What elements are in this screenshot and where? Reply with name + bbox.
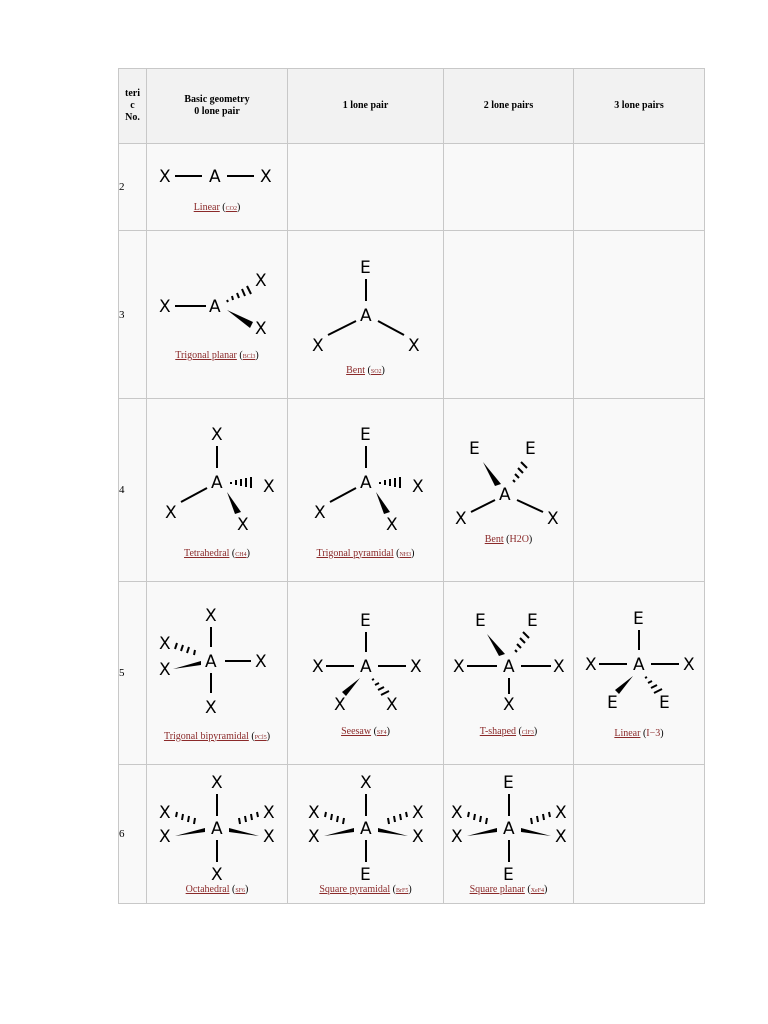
ligand-label: X: [546, 509, 559, 526]
trigonal-pyramidal-structure-diagram: [304, 420, 428, 532]
lone-pair-label: E: [633, 609, 644, 629]
hashed-wedge-bond: [645, 677, 662, 693]
ligand-label: X: [255, 271, 267, 291]
ligand-label: X: [159, 166, 171, 187]
central-atom-label: A: [498, 485, 511, 505]
solid-wedge-bond: [175, 828, 205, 836]
empty-cell: [574, 231, 705, 399]
ligand-label: X: [307, 826, 320, 847]
lone-pair-label: E: [359, 258, 371, 278]
steric-number: 5: [119, 582, 147, 765]
tetrahedral-structure-diagram: [155, 420, 279, 532]
solid-wedge-bond: [378, 828, 408, 836]
geometry-caption: Square pyramidal (BrF5): [319, 883, 412, 895]
solid-wedge-bond: [227, 310, 253, 328]
geometry-caption: Bent (SO2): [346, 365, 385, 376]
example-link[interactable]: PCl5: [254, 734, 267, 741]
hashed-wedge-bond: [175, 643, 195, 655]
ligand-label: X: [307, 802, 320, 823]
central-atom-label: A: [633, 655, 645, 675]
example-link[interactable]: SF6: [235, 887, 246, 894]
ligand-label: X: [260, 166, 272, 187]
hashed-wedge-bond: [468, 812, 487, 824]
solid-wedge-bond: [227, 492, 241, 514]
example-link[interactable]: NH3: [399, 551, 412, 558]
lone-pair-label: E: [502, 772, 514, 793]
ligand-label: X: [359, 772, 372, 793]
cell-linear-3-lone-pairs: [574, 582, 705, 765]
ligand-label: X: [552, 656, 565, 677]
hashed-wedge-bond: [388, 812, 407, 824]
linear-structure-diagram: [577, 606, 701, 710]
geometry-caption: Tetrahedral (CH4): [184, 547, 250, 559]
hashed-wedge-bond: [380, 477, 400, 488]
ligand-label: X: [683, 655, 695, 675]
hashed-wedge-bond: [515, 632, 529, 652]
ligand-label: X: [450, 826, 463, 847]
geometry-link[interactable]: Square planar: [469, 883, 525, 895]
lone-pair-label: E: [474, 610, 486, 631]
hashed-wedge-bond: [372, 679, 389, 695]
bond: [328, 321, 356, 335]
cell-seesaw: [288, 582, 444, 765]
geometry-link[interactable]: Trigonal planar: [175, 350, 237, 361]
example-link[interactable]: XeF4: [530, 887, 545, 894]
octahedral-structure-diagram: [155, 772, 279, 882]
ligand-label: X: [237, 514, 249, 532]
ligand-label: X: [205, 605, 217, 626]
central-atom-label: A: [359, 656, 372, 677]
geometry-caption: T-shaped (ClF3): [479, 725, 538, 737]
bond: [181, 488, 207, 502]
steric-number: 2: [119, 144, 147, 231]
central-atom-label: A: [205, 651, 217, 672]
ligand-label: X: [159, 802, 171, 823]
cell-trigonal-pyramidal: [288, 399, 444, 582]
bond: [517, 500, 543, 512]
steric-number: 3: [119, 231, 147, 399]
geometry-caption: Linear (CO2): [193, 201, 241, 213]
solid-wedge-bond: [342, 678, 360, 696]
ligand-label: X: [313, 502, 326, 523]
empty-cell: [444, 144, 574, 231]
ligand-label: X: [411, 802, 424, 823]
ligand-label: X: [263, 476, 275, 497]
geometry-link[interactable]: Octahedral: [185, 883, 230, 895]
solid-wedge-bond: [615, 676, 633, 694]
geometry-link[interactable]: T-shaped: [479, 725, 517, 737]
geometry-link[interactable]: Bent: [346, 365, 366, 376]
empty-cell: [288, 144, 444, 231]
steric-number: 4: [119, 399, 147, 582]
hashed-wedge-bond: [531, 812, 550, 824]
hashed-wedge-bond: [227, 286, 251, 302]
central-atom-label: A: [359, 818, 372, 839]
row-steric-5: [119, 582, 705, 765]
geometry-caption: Trigonal planar (BCl3): [175, 350, 259, 361]
header-3-lone-pairs: 3 lone pairs: [574, 69, 705, 144]
central-atom-label: A: [359, 472, 372, 493]
bent-structure-diagram: [304, 251, 428, 355]
empty-cell: [574, 765, 705, 904]
geometry-caption: Bent (H2O): [484, 534, 533, 545]
row-steric-2: [119, 144, 705, 231]
seesaw-structure-diagram: [304, 608, 428, 712]
geometry-caption: Trigonal bipyramidal (PCl5): [163, 730, 271, 742]
ligand-label: X: [502, 694, 515, 712]
cell-linear: [147, 144, 288, 231]
ligand-label: X: [165, 502, 177, 523]
central-atom-label: A: [502, 818, 515, 839]
lone-pair-label: E: [526, 610, 538, 631]
hashed-wedge-bond: [325, 812, 344, 824]
ligand-label: X: [385, 694, 398, 712]
example-link[interactable]: BCl3: [242, 354, 256, 360]
linear-structure-diagram: [157, 160, 277, 190]
row-steric-4: [119, 399, 705, 582]
solid-wedge-bond: [487, 634, 505, 656]
solid-wedge-bond: [521, 828, 551, 836]
bond: [471, 500, 495, 512]
ligand-label: X: [554, 802, 567, 823]
ligand-label: X: [255, 651, 267, 672]
ligand-label: X: [205, 697, 217, 715]
bond: [330, 488, 356, 502]
ligand-label: X: [263, 802, 275, 823]
example-link[interactable]: CH4: [235, 551, 247, 558]
lone-pair-label: E: [659, 693, 670, 710]
header-row: [119, 69, 705, 144]
solid-wedge-bond: [467, 828, 497, 836]
square-pyramidal-structure-diagram: [304, 772, 428, 882]
lone-pair-label: E: [502, 864, 514, 882]
example-link[interactable]: CO2: [225, 205, 237, 212]
empty-cell: [574, 144, 705, 231]
geometry-link[interactable]: Trigonal pyramidal: [316, 547, 394, 559]
trigonal-planar-structure-diagram: [155, 266, 279, 336]
empty-cell: [444, 231, 574, 399]
geometry-caption: Trigonal pyramidal (NH3): [316, 547, 415, 559]
hashed-wedge-bond: [513, 462, 527, 482]
cell-octahedral: [147, 765, 288, 904]
ligand-label: X: [585, 655, 597, 675]
central-atom-label: A: [211, 472, 223, 493]
cell-tetrahedral: [147, 399, 288, 582]
solid-wedge-bond: [229, 828, 259, 836]
ligand-label: X: [255, 319, 267, 336]
t-shaped-structure-diagram: [447, 608, 571, 712]
header-steric-number: teri c No.: [119, 69, 147, 144]
hashed-wedge-bond: [239, 812, 258, 824]
ligand-label: X: [411, 476, 424, 497]
geometry-link[interactable]: Linear: [614, 728, 641, 739]
header-1-lone-pair: 1 lone pair: [288, 69, 444, 144]
ligand-label: X: [411, 826, 424, 847]
central-atom-label: A: [359, 306, 372, 326]
ligand-label: X: [311, 656, 324, 677]
geometry-link[interactable]: Linear: [193, 201, 220, 213]
ligand-label: X: [211, 864, 223, 882]
lone-pair-label: E: [359, 610, 371, 631]
hashed-wedge-bond: [231, 477, 251, 488]
ligand-label: X: [159, 659, 171, 680]
ligand-label: X: [211, 772, 223, 793]
vsepr-geometry-table: [118, 68, 705, 904]
header-2-lone-pairs: 2 lone pairs: [444, 69, 574, 144]
lone-pair-label: E: [359, 864, 371, 882]
trigonal-bipyramidal-structure-diagram: [155, 603, 279, 715]
ligand-label: X: [159, 633, 171, 654]
lone-pair-label: E: [359, 424, 371, 445]
central-atom-label: A: [211, 818, 223, 839]
example-link[interactable]: H2O: [509, 534, 529, 545]
ligand-label: X: [454, 509, 467, 526]
example-link[interactable]: SF4: [376, 729, 387, 736]
central-atom-label: A: [209, 166, 221, 187]
header-basic-geometry: Basic geometry 0 lone pair: [147, 69, 288, 144]
example-link[interactable]: BrF5: [395, 887, 409, 894]
geometry-link[interactable]: Seesaw: [341, 725, 372, 737]
ligand-label: X: [159, 826, 171, 847]
ligand-label: X: [311, 336, 324, 355]
cell-square-planar: [444, 765, 574, 904]
ligand-label: X: [452, 656, 465, 677]
lone-pair-label: E: [524, 439, 536, 459]
ligand-label: X: [407, 336, 420, 355]
solid-wedge-bond: [324, 828, 354, 836]
geometry-caption: Seesaw (SF4): [341, 725, 390, 737]
steric-number: 6: [119, 765, 147, 904]
ligand-label: X: [409, 656, 422, 677]
row-steric-3: [119, 231, 705, 399]
ligand-label: X: [263, 826, 275, 847]
cell-t-shaped: [444, 582, 574, 765]
geometry-link[interactable]: Trigonal bipyramidal: [163, 730, 249, 742]
geometry-link[interactable]: Bent: [484, 534, 504, 545]
example-link[interactable]: ClF3: [521, 729, 534, 736]
cell-square-pyramidal: [288, 765, 444, 904]
ligand-label: X: [450, 802, 463, 823]
example-link[interactable]: SO2: [370, 369, 382, 375]
ligand-label: X: [554, 826, 567, 847]
cell-bent-2-lone-pairs: [444, 399, 574, 582]
ligand-label: X: [211, 424, 223, 445]
geometry-caption: Linear (I−3): [614, 728, 664, 739]
ligand-label: X: [159, 297, 171, 317]
bond: [378, 321, 404, 335]
central-atom-label: A: [502, 656, 515, 677]
solid-wedge-bond: [173, 661, 201, 669]
row-steric-6: [119, 765, 705, 904]
geometry-link[interactable]: Tetrahedral: [184, 547, 230, 559]
geometry-link[interactable]: Square pyramidal: [319, 883, 391, 895]
bent-structure-diagram: [447, 434, 571, 526]
cell-bent-1-lone-pair: [288, 231, 444, 399]
central-atom-label: A: [209, 297, 221, 317]
solid-wedge-bond: [483, 462, 501, 486]
hashed-wedge-bond: [176, 812, 195, 824]
cell-trigonal-bipyramidal: [147, 582, 288, 765]
empty-cell: [574, 399, 705, 582]
example-link[interactable]: I−3: [646, 728, 661, 739]
ligand-label: X: [385, 514, 398, 532]
lone-pair-label: E: [607, 693, 618, 710]
lone-pair-label: E: [468, 439, 480, 459]
geometry-caption: Square planar (XeF4): [469, 883, 548, 895]
square-planar-structure-diagram: [447, 772, 571, 882]
cell-trigonal-planar: [147, 231, 288, 399]
ligand-label: X: [333, 694, 346, 712]
geometry-caption: Octahedral (SF6): [185, 883, 249, 895]
solid-wedge-bond: [376, 492, 390, 514]
